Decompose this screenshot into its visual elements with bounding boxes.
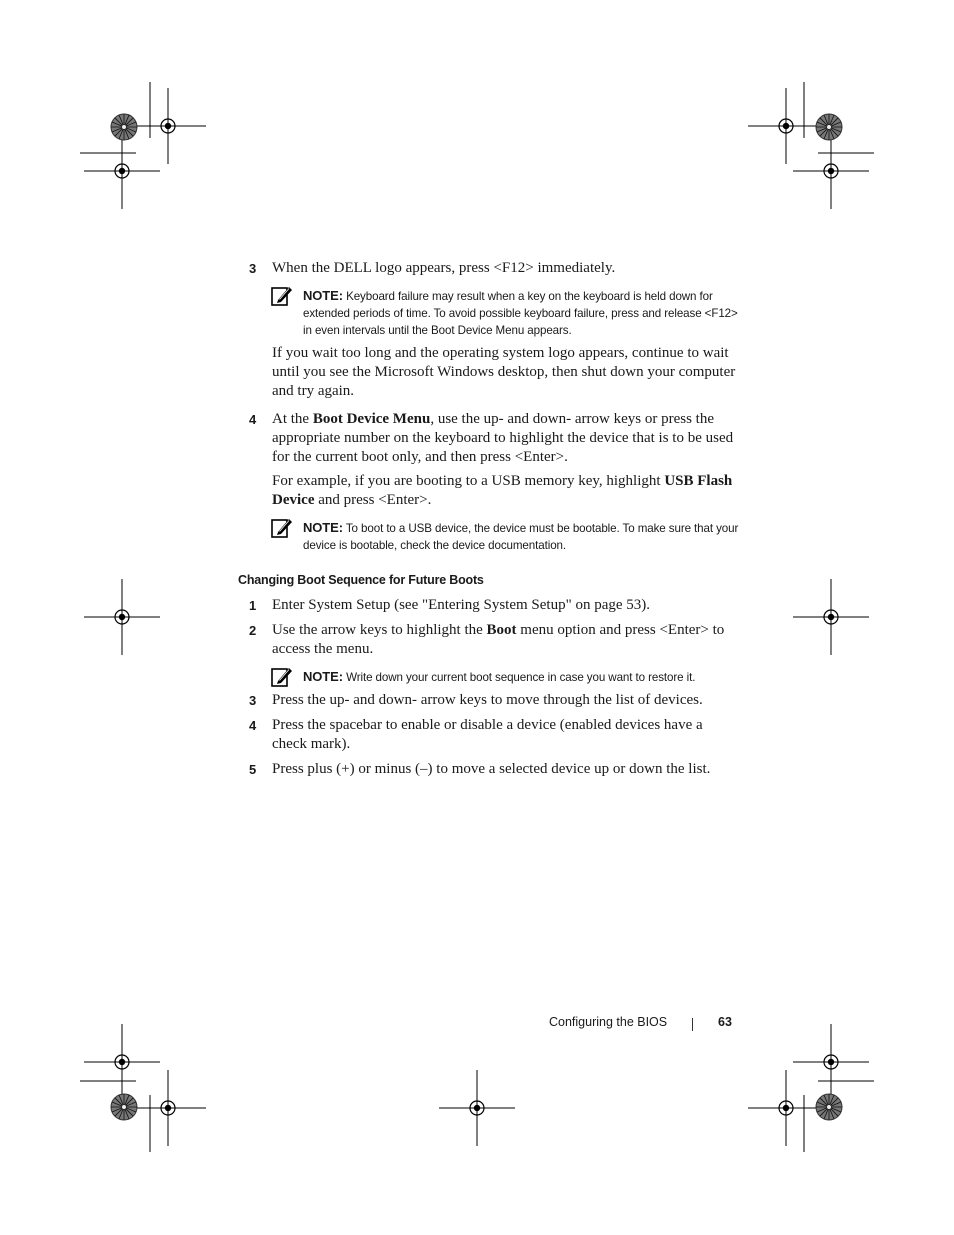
registration-crosshair (84, 133, 160, 209)
step-text-part: menu option and press <Enter> to access the menu. (272, 622, 725, 657)
registration-crosshair (130, 1070, 206, 1146)
note-label: NOTE: (303, 288, 343, 303)
step-text: Press the spacebar to enable or disable a device (enabled devices have a check mark). (272, 717, 703, 752)
registration-crosshair (84, 1024, 160, 1100)
note-label: NOTE: (303, 669, 343, 684)
paragraph-usb-example (272, 472, 738, 510)
note-pencil-icon (271, 666, 293, 688)
footer-divider (692, 1018, 693, 1031)
step-text-part: , use the up- and down- arrow keys or press the appropriate number on the keyboard to highlight the device that is to be used for the current boot only, and then press <Enter>. (272, 411, 734, 465)
note-pencil-icon (271, 285, 293, 307)
paragraph-text: For example, if you are booting to a USB memory key, highlight (272, 473, 665, 489)
step-number: 3 (249, 261, 257, 276)
note-write-down-sequence (303, 668, 753, 686)
color-target-star (111, 114, 137, 140)
paragraph-wait-too-long: If you wait too long and the operating system logo appears, continue to wait until you see the Microsoft Windows desktop, then shut down your computer and try again. (272, 345, 736, 399)
step-number: 4 (249, 412, 257, 427)
step-text-part: Use the arrow keys to highlight the (272, 622, 487, 638)
step-text (272, 410, 738, 467)
step-text (272, 621, 738, 659)
step-text-emphasis: Boot Device Menu (312, 411, 431, 427)
note-text: To boot to a USB device, the device must be bootable. To make sure that your device is bootable, check the device documentation. (303, 522, 739, 552)
note-text: Keyboard failure may result when a key on the keyboard is held down for extended periods of time. To avoid possible keyboard failure, press and release <F12> in even intervals until the (303, 290, 738, 337)
color-target-star (111, 1094, 137, 1120)
note-text-emphasis: Boot Device Menu (431, 324, 525, 337)
step-text: When the DELL logo appears, press <F12> immediately. (272, 260, 616, 276)
note-pencil-icon (271, 517, 293, 539)
color-target-star (816, 114, 842, 140)
section-heading: Changing Boot Sequence for Future Boots (238, 573, 484, 587)
note-usb-bootable (303, 519, 743, 554)
step-number: 3 (249, 693, 257, 708)
registration-crosshair (793, 1024, 869, 1100)
note-text: appears. (524, 324, 572, 337)
registration-crosshair (748, 88, 824, 164)
crop-marks-top (80, 82, 874, 153)
note-text: Write down your current boot sequence in case you want to restore it. (342, 671, 696, 684)
paragraph-text: and press <Enter>. (314, 492, 432, 508)
step-number: 2 (249, 623, 257, 638)
step-number: 4 (249, 718, 257, 733)
note-keyboard-failure (303, 287, 743, 339)
registration-crosshair (793, 133, 869, 209)
footer-section-title: Configuring the BIOS (549, 1015, 668, 1029)
step-number: 5 (249, 762, 257, 777)
note-label: NOTE: (303, 520, 343, 535)
step-text: Enter System Setup (see "Entering System Setup" on page 53). (272, 597, 651, 613)
page-number: 63 (718, 1015, 732, 1029)
step-number: 1 (249, 598, 257, 613)
step-text: Press plus (+) or minus (–) to move a selected device up or down the list. (272, 761, 711, 777)
registration-crosshair (748, 1070, 824, 1146)
step-text: Press the up- and down- arrow keys to move through the list of devices. (272, 692, 703, 708)
registration-crosshair (84, 579, 160, 655)
registration-crosshair (793, 579, 869, 655)
step-text-emphasis: Boot (486, 622, 517, 638)
step-text-part: At the (272, 411, 313, 427)
color-target-star (816, 1094, 842, 1120)
registration-crosshair (439, 1070, 515, 1146)
paragraph-emphasis: USB Flash Device (272, 473, 733, 508)
registration-crosshair (130, 88, 206, 164)
